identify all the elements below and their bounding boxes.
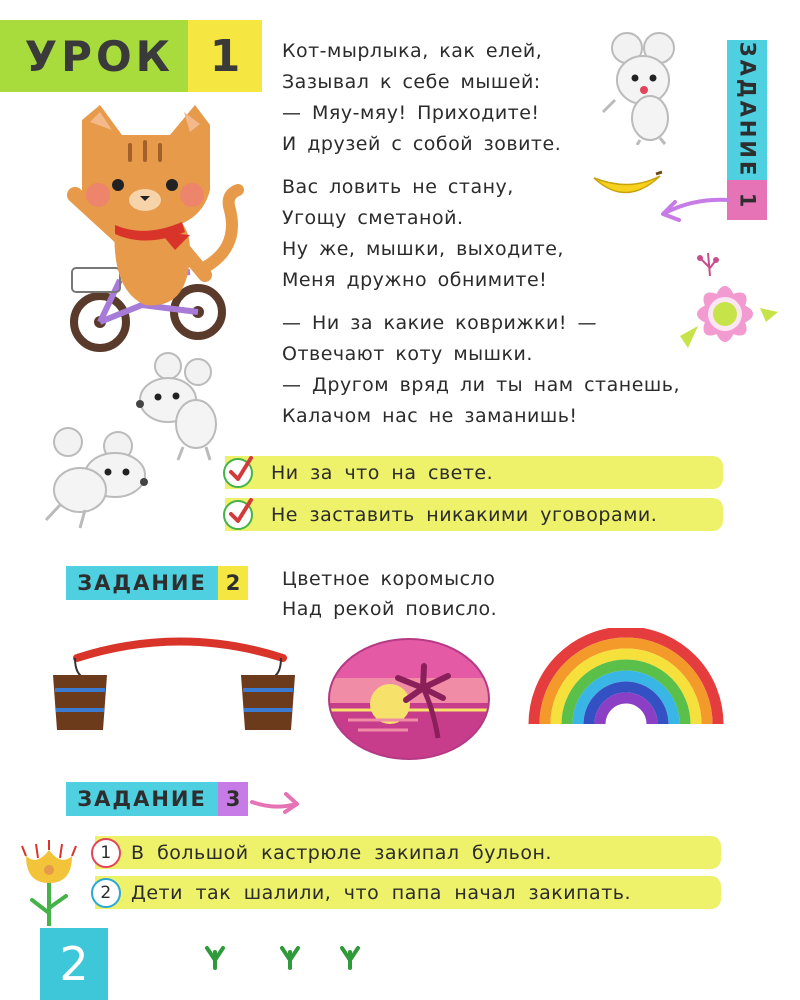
- poem-line: Отвечают коту мышки.: [282, 343, 533, 365]
- poem-line: — Ни за какие коврижки! —: [282, 312, 597, 334]
- arrow-icon: [655, 188, 730, 228]
- mouse-illustration: [40, 420, 155, 530]
- sentence-text: В большой кастрюле закипал бульон.: [131, 841, 552, 864]
- task1-label: ЗАДАНИЕ: [727, 40, 767, 180]
- cat-on-bicycle-illustration: [60, 100, 250, 360]
- lesson-label: УРОК: [0, 20, 188, 92]
- riddle-line: Цветное коромысло: [282, 568, 496, 590]
- task2-label: ЗАДАНИЕ: [66, 566, 218, 600]
- poem-line: Калачом нас не заманишь!: [282, 405, 578, 427]
- arrow-icon: [250, 782, 302, 822]
- poem-line: И друзей с собой зовите.: [282, 133, 562, 155]
- check-icon: [223, 458, 253, 488]
- answer-option[interactable]: [225, 456, 723, 489]
- poem-line: Кот-мырлыка, как елей,: [282, 40, 543, 62]
- poem-line: — Мяу-мяу! Приходите!: [282, 102, 540, 124]
- poem-stanza-3: [282, 308, 722, 432]
- flower-icon: [670, 248, 780, 358]
- poem-line: Ну же, мышки, выходите,: [282, 238, 564, 260]
- sprout-icon: [205, 938, 365, 973]
- sentence-text: Дети так шалили, что папа начал закипать.: [131, 881, 631, 904]
- sentence-number-badge: 1: [91, 838, 121, 868]
- check-icon: [223, 500, 253, 530]
- poem-stanza-1: [282, 36, 722, 160]
- sentence-item[interactable]: [95, 876, 721, 909]
- rainbow-illustration: [528, 628, 724, 728]
- task3-label: ЗАДАНИЕ: [66, 782, 218, 816]
- answer-option[interactable]: [225, 498, 723, 531]
- poem-line: — Другом вряд ли ты нам станешь,: [282, 374, 681, 396]
- task2-number: 2: [218, 566, 248, 600]
- answer-text: Ни за что на свете.: [271, 461, 494, 484]
- flower-icon: [18, 838, 80, 928]
- task3-number: 3: [218, 782, 248, 816]
- poem-line: Вас ловить не стану,: [282, 176, 514, 198]
- page-number: 2: [40, 928, 108, 1000]
- poem-line: Меня дружно обнимите!: [282, 269, 548, 291]
- riddle-text: [282, 564, 497, 624]
- sunset-illustration: [328, 638, 490, 760]
- task1-number: 1: [727, 180, 767, 220]
- poem-line: Зазывал к себе мышей:: [282, 71, 541, 93]
- lesson-number: 1: [188, 20, 262, 92]
- buckets-yoke-illustration: [45, 630, 310, 735]
- poem-line: Угощу сметаной.: [282, 207, 464, 229]
- answer-text: Не заставить никакими уговорами.: [271, 503, 658, 526]
- riddle-line: Над рекой повисло.: [282, 598, 498, 620]
- banana-icon: [590, 170, 665, 206]
- sentence-item[interactable]: [95, 836, 721, 869]
- sentence-number-badge: 2: [91, 878, 121, 908]
